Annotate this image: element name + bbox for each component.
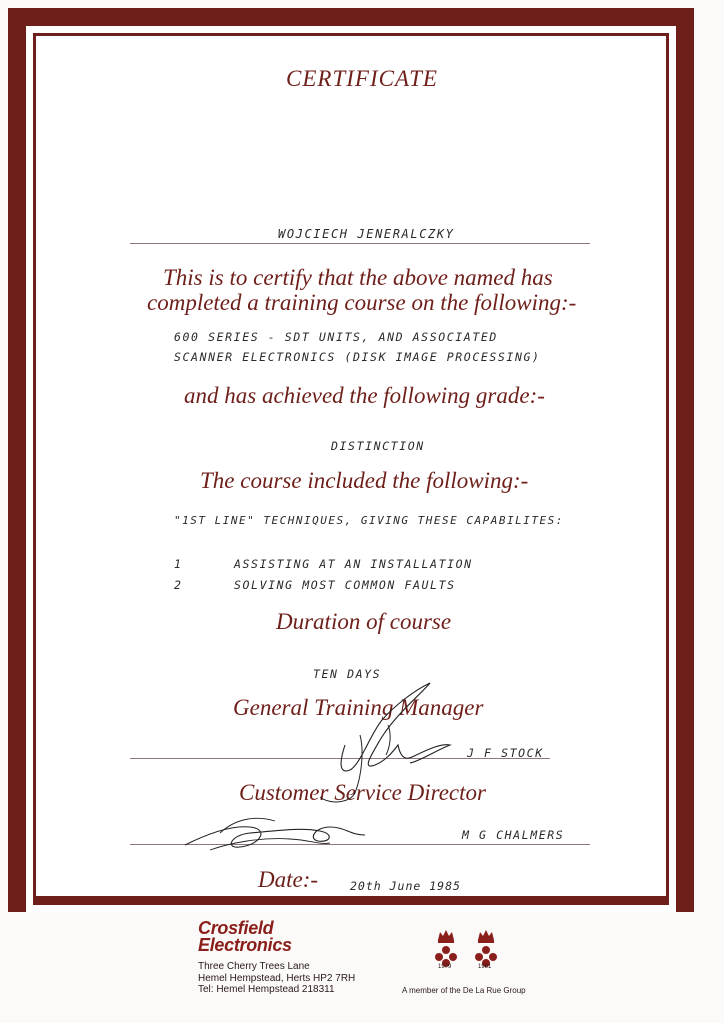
certificate-title: CERTIFICATE xyxy=(286,66,438,91)
award-year-2: 1981 xyxy=(478,964,492,970)
director-signature xyxy=(180,805,380,865)
certify-statement-line2: completed a training course on the following:- xyxy=(147,290,577,315)
item-1-text: ASSISTING AT AN INSTALLATION xyxy=(234,557,473,571)
duration-value: TEN DAYS xyxy=(313,667,382,681)
item-2-number: 2 xyxy=(174,578,183,592)
address-line3: Tel: Hemel Hempstead 218311 xyxy=(198,984,335,995)
member-statement: A member of the De La Rue Group xyxy=(402,986,526,995)
footer-area xyxy=(0,912,724,1023)
grade-value: DISTINCTION xyxy=(331,439,425,453)
logo-line2: Electronics xyxy=(198,935,292,955)
company-logo xyxy=(198,920,292,954)
recipient-name: WOJCIECH JENERALCZKY xyxy=(278,227,455,241)
address-line1: Three Cherry Trees Lane xyxy=(198,961,310,972)
item-1-number: 1 xyxy=(174,557,183,571)
company-address xyxy=(198,961,355,996)
address-line2: Hemel Hempstead, Herts HP2 7RH xyxy=(198,972,356,984)
award-year-1: 1979 xyxy=(438,964,452,970)
certify-statement-line1: This is to certify that the above named has xyxy=(163,265,553,290)
director-title: Customer Service Director xyxy=(239,780,486,805)
date-value: 20th June 1985 xyxy=(350,879,461,893)
duration-heading: Duration of course xyxy=(276,609,452,634)
date-label: Date:- xyxy=(258,867,319,892)
manager-signature xyxy=(300,675,480,815)
included-intro: "1ST LINE" TECHNIQUES, GIVING THESE CAPABILITES: xyxy=(174,514,564,527)
logo-line1: Crosfield xyxy=(198,918,274,938)
item-2-text: SOLVING MOST COMMON FAULTS xyxy=(234,578,456,592)
manager-title: General Training Manager xyxy=(233,695,484,720)
grade-heading: and has achieved the following grade:- xyxy=(184,383,545,408)
manager-name: J F STOCK xyxy=(467,746,544,760)
recipient-underline xyxy=(130,243,590,244)
course-line1: 600 SERIES - SDT UNITS, AND ASSOCIATED xyxy=(174,330,498,344)
director-name: M G CHALMERS xyxy=(462,828,565,842)
included-heading: The course included the following:- xyxy=(200,468,529,493)
course-line2: SCANNER ELECTRONICS (DISK IMAGE PROCESSING) xyxy=(174,350,541,364)
